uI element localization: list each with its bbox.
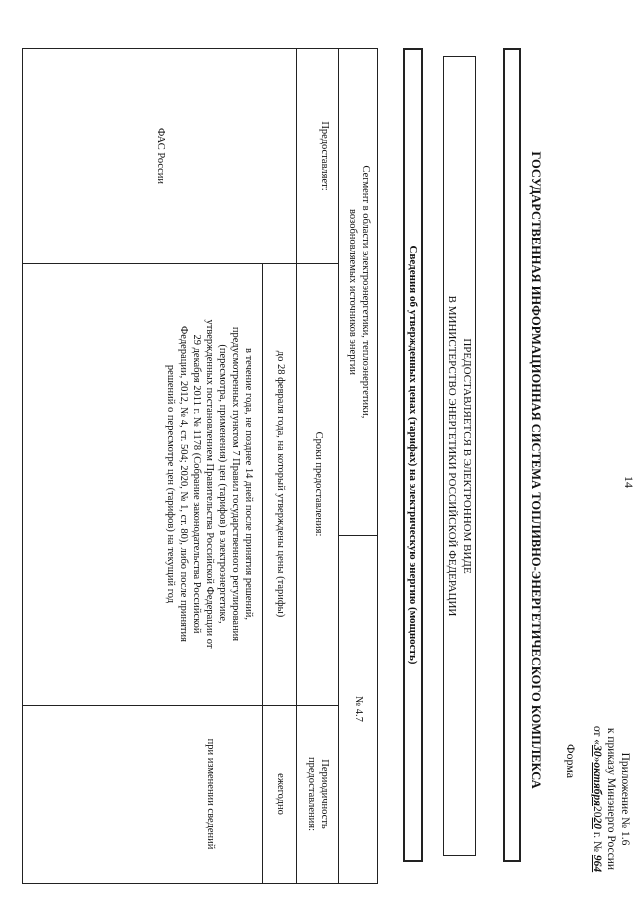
system-title: ГОСУДАРСТВЕННАЯ ИНФОРМАЦИОННАЯ СИСТЕМА ТОПЛИВНО-ЭНЕРГЕТИЧЕСКОГО КОМПЛЕКСА [529, 151, 543, 789]
provided-line-1: ПРЕДОСТАВЛЯЕТСЯ В ЭЛЕКТРОННОМ ВИДЕ [461, 338, 473, 574]
order-number: 964 [591, 854, 603, 873]
periodicity-1: ежегодно [275, 773, 286, 815]
segment-cell [346, 53, 372, 531]
row-divider [338, 49, 339, 883]
appendix-date-line [590, 704, 604, 894]
column-divider [23, 705, 339, 706]
form-label: Форма [564, 744, 578, 779]
row-divider [296, 49, 297, 883]
title-band [503, 48, 521, 862]
deadline-2-line: Федерации, 2012, № 4, ст. 504; 2020, № 1, ст. 80), либо после принятия [178, 326, 189, 642]
header-periodicity [305, 705, 331, 883]
column-divider [23, 263, 339, 264]
header-provider: Предоставляет: [319, 121, 330, 191]
date-mid: » [591, 756, 603, 763]
date-month: октября [591, 762, 603, 807]
date-suffix: г. № [591, 829, 603, 853]
appendix-order-ref: к приказу Минэнерго России [605, 727, 617, 871]
provided-electronically-box [443, 56, 476, 856]
info-title: Сведения об утвержденных ценах (тарифах) на электрическую энергию (мощность) [407, 245, 419, 665]
form-number: № 4.7 [353, 696, 364, 722]
row-divider [262, 263, 263, 883]
periodicity-2: при изменении сведений [205, 738, 216, 850]
deadline-1: до 28 февраля года, на который утверждены цены (тарифы) [275, 350, 286, 618]
header-periodicity-line-1: Периодичность [319, 759, 330, 829]
date-prefix: от « [591, 725, 603, 746]
info-title-box [403, 48, 423, 862]
date-year-prefix: 20 [591, 806, 603, 818]
form-table [22, 48, 378, 884]
deadline-2-line: (пересмотра, применения) цен (тарифов) в электроэнергетике, [217, 344, 228, 624]
provided-line-2: В МИНИСТЕРСТВО ЭНЕРГЕТИКИ РОССИЙСКОЙ ФЕДЕРАЦИИ [446, 295, 458, 617]
deadline-2 [164, 265, 255, 703]
deadline-2-line: в течение года, не позднее 14 дней после принятия решений, [243, 348, 254, 620]
provider-value: ФАС России [155, 128, 166, 184]
date-year: 20 [591, 817, 603, 830]
segment-line-2: возобновляемых источников энергии [347, 208, 358, 376]
header-deadlines: Сроки предоставления: [313, 431, 324, 537]
segment-line-1: Сегмент в области электроэнергетики, теплоэнергетики, [360, 165, 371, 419]
deadline-2-line: утвержденных постановлением Правительства Российской Федерации от [204, 319, 215, 649]
appendix-title: Приложение № 1.6 [619, 752, 631, 846]
date-day: 30 [591, 745, 603, 757]
appendix-block [590, 704, 632, 894]
page-number: 14 [622, 476, 636, 488]
deadline-2-line: решений о пересмотре цен (тарифов) на текущий год [165, 364, 176, 604]
header-periodicity-line-2: предоставления: [306, 757, 317, 831]
deadline-2-line: 29 декабря 2011 г. № 1178 (Собрание законодательства Российской [191, 334, 202, 634]
deadline-2-line: предусмотренных пунктом 7 Правил государственного регулирования [230, 326, 241, 642]
